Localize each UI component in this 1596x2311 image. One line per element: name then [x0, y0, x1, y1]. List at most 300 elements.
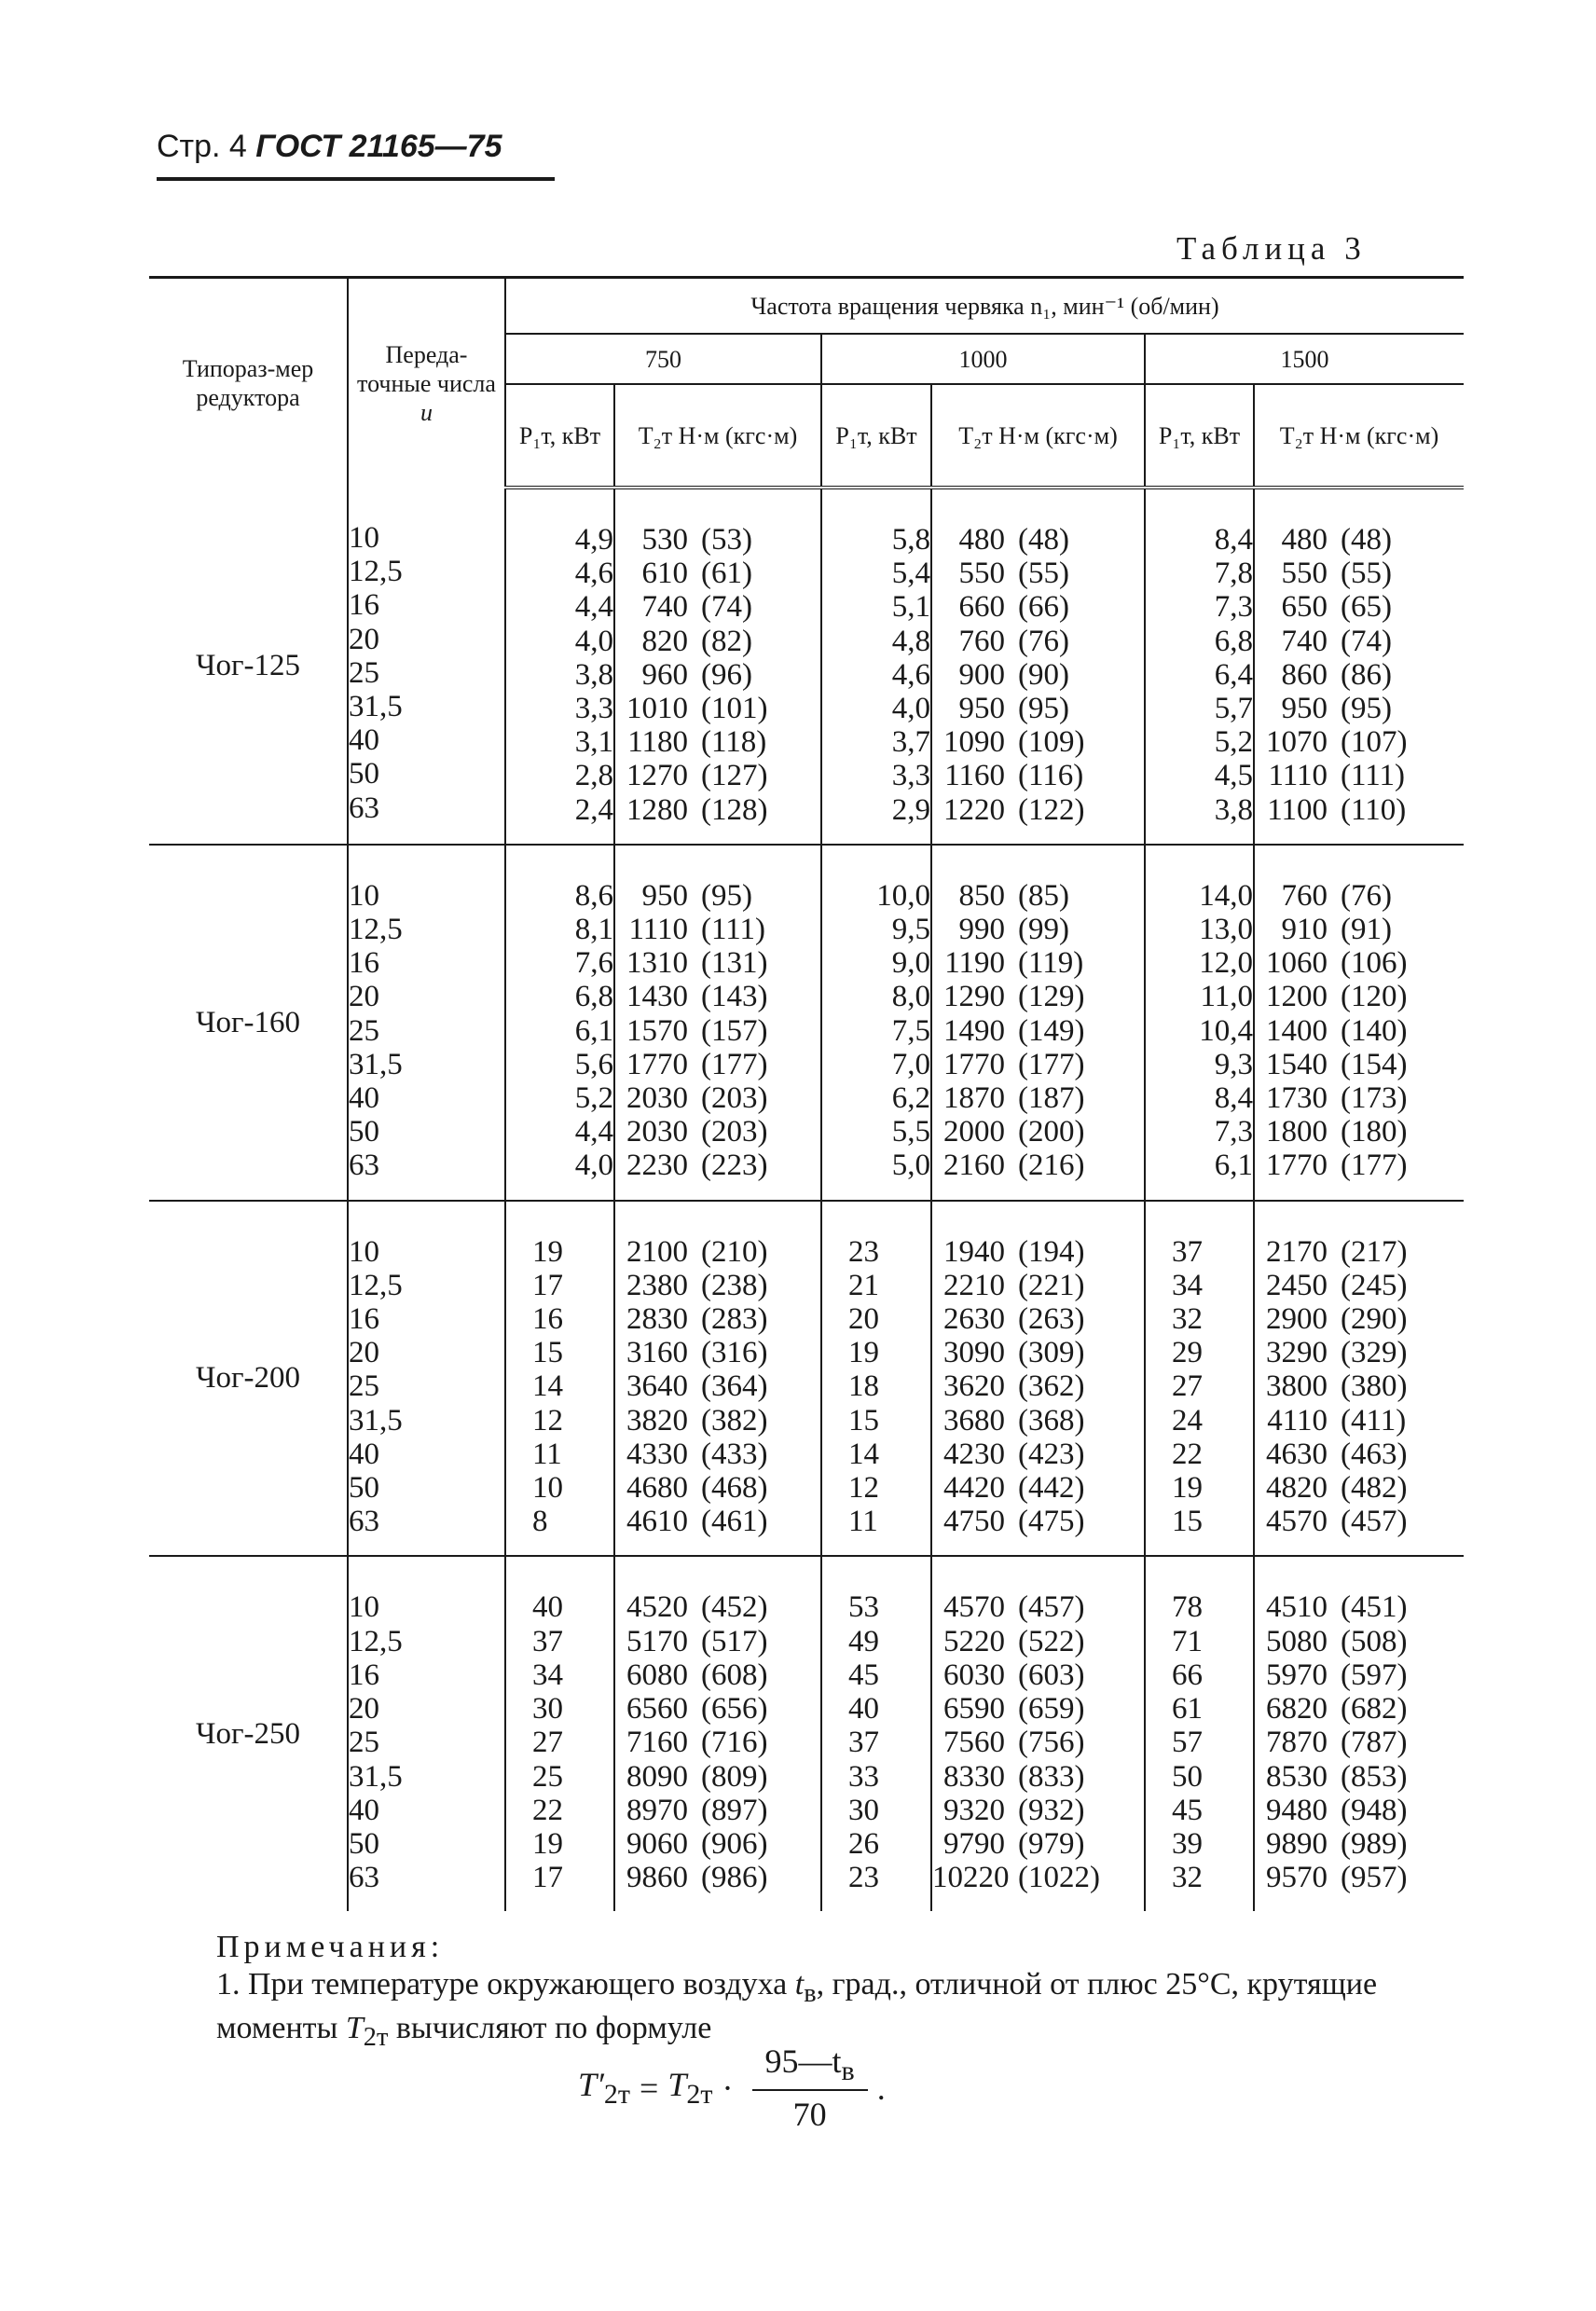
torque-value [615, 793, 820, 827]
torque-nm: 2030 [626, 1115, 688, 1149]
ratio-value: 50 [349, 1115, 379, 1149]
torque-kgfm: (95) [1341, 692, 1392, 726]
power-value: 3,8 [1214, 792, 1253, 827]
power-value: 5,2 [574, 1081, 613, 1116]
torque-value [932, 946, 1144, 980]
torque-nm: 9790 [943, 1826, 1005, 1861]
torque-nm: 1160 [944, 759, 1005, 793]
torque-value [932, 590, 1144, 624]
power-value: 11 [848, 1505, 878, 1539]
torque-nm: 1060 [1266, 946, 1328, 981]
torque-kgfm: (221) [1018, 1268, 1085, 1302]
power-value: 3,7 [891, 725, 930, 760]
torque-kgfm: (177) [1018, 1047, 1085, 1081]
torque-nm: 9480 [1266, 1793, 1328, 1827]
torque-list [1254, 488, 1464, 845]
power-value: 8,4 [1214, 523, 1253, 557]
torque-kgfm: (659) [1018, 1692, 1085, 1726]
note-1: 1. При температуре окружающего воздуха $t_в$, град., отличной от плюс 25°С, крутящие моменты $T_{2т}$ вычисляют по формуле [216, 1967, 1378, 2052]
torque-nm: 740 [641, 590, 688, 625]
torque-value [1255, 1269, 1464, 1302]
power-value: 37 [532, 1624, 563, 1658]
power-value: 18 [848, 1369, 879, 1404]
power-list [1145, 1201, 1254, 1557]
power-value: 5,4 [891, 557, 930, 591]
power-value: 15 [532, 1336, 563, 1370]
torque-value [1255, 759, 1464, 792]
torque-value [932, 980, 1144, 1013]
torque-nm: 900 [958, 657, 1005, 692]
torque-nm: 760 [958, 624, 1005, 658]
power-value: 14 [848, 1437, 879, 1471]
torque-nm: 1290 [943, 980, 1005, 1014]
torque-kgfm: (809) [701, 1759, 768, 1794]
power-value: 21 [848, 1268, 879, 1302]
col-header-ratio: Переда-точные числа u [348, 278, 505, 488]
table-caption: Таблица 3 [1176, 230, 1367, 267]
torque-kgfm: (309) [1018, 1336, 1085, 1370]
torque-nm: 1190 [944, 946, 1005, 981]
torque-kgfm: (131) [701, 946, 768, 981]
torque-kgfm: (716) [701, 1726, 768, 1760]
power-list [505, 488, 614, 845]
torque-nm: 1310 [626, 946, 688, 981]
power-value: 45 [1172, 1793, 1203, 1827]
torque-nm: 2030 [626, 1081, 688, 1116]
torque-value [615, 1081, 820, 1115]
power-list [821, 1201, 931, 1557]
power-value: 14 [532, 1369, 563, 1404]
power-list [505, 845, 614, 1201]
torque-nm: 1280 [626, 792, 688, 827]
torque-kgfm: (96) [701, 657, 752, 692]
torque-value [615, 913, 820, 946]
ratio-value: 40 [349, 1081, 379, 1116]
torque-nm: 7560 [943, 1726, 1005, 1760]
torque-value [615, 879, 820, 913]
torque-kgfm: (140) [1341, 1013, 1408, 1048]
ratio-value: 20 [349, 980, 379, 1014]
ratio-value: 63 [349, 791, 379, 825]
torque-kgfm: (263) [1018, 1302, 1085, 1337]
torque-value [615, 625, 820, 658]
group-row-Чог-160 [149, 845, 1464, 1201]
torque-nm: 5220 [943, 1624, 1005, 1658]
torque-nm: 480 [1281, 523, 1328, 557]
torque-nm: 7870 [1266, 1726, 1328, 1760]
torque-nm: 960 [641, 657, 688, 692]
torque-kgfm: (76) [1341, 878, 1392, 913]
col-header-speed-1000: 1000 [821, 334, 1145, 384]
power-value: 40 [848, 1692, 879, 1726]
ratio-value: 50 [349, 1471, 379, 1506]
torque-nm: 1110 [1268, 759, 1328, 793]
torque-nm: 8330 [943, 1759, 1005, 1794]
ratio-value: 40 [349, 723, 379, 758]
power-value: 40 [532, 1590, 563, 1625]
torque-nm: 1110 [628, 913, 688, 947]
torque-kgfm: (74) [701, 590, 752, 625]
power-value: 6,1 [1214, 1149, 1253, 1183]
power-value: 8 [532, 1505, 548, 1539]
torque-nm: 950 [641, 878, 688, 913]
power-value: 4,8 [891, 624, 930, 658]
torque-value [932, 658, 1144, 692]
torque-nm: 5970 [1266, 1658, 1328, 1692]
torque-kgfm: (457) [1341, 1505, 1408, 1539]
power-value: 6,4 [1214, 657, 1253, 692]
torque-kgfm: (122) [1018, 792, 1085, 827]
power-value: 34 [1172, 1268, 1203, 1302]
col-header-type: Типораз-мер редуктора [149, 278, 348, 488]
torque-nm: 990 [958, 913, 1005, 947]
torque-nm: 9890 [1266, 1826, 1328, 1861]
torque-value [615, 1827, 820, 1861]
torque-kgfm: (897) [701, 1793, 768, 1827]
page-number: Стр. 4 [157, 129, 247, 164]
torque-value [1255, 692, 1464, 725]
torque-value [1255, 946, 1464, 980]
power-value: 6,2 [891, 1081, 930, 1116]
torque-kgfm: (452) [701, 1590, 768, 1625]
torque-kgfm: (86) [1341, 657, 1392, 692]
torque-nm: 3800 [1266, 1369, 1328, 1404]
col-header-power: P₁т, кВт [821, 384, 931, 488]
torque-nm: 2210 [943, 1268, 1005, 1302]
power-list [505, 1556, 614, 1911]
torque-nm: 3620 [943, 1369, 1005, 1404]
torque-kgfm: (200) [1018, 1115, 1085, 1149]
torque-kgfm: (316) [701, 1336, 768, 1370]
power-value: 7,8 [1214, 557, 1253, 591]
torque-kgfm: (106) [1341, 946, 1408, 981]
torque-nm: 1400 [1266, 1013, 1328, 1048]
power-value: 6,8 [1214, 624, 1253, 658]
torque-value [932, 1048, 1144, 1081]
torque-kgfm: (508) [1341, 1624, 1408, 1658]
power-value: 19 [1172, 1471, 1203, 1506]
torque-kgfm: (451) [1341, 1590, 1408, 1625]
torque-value [932, 1726, 1144, 1759]
torque-nm: 4330 [626, 1437, 688, 1471]
ratio-value: 25 [349, 1726, 379, 1760]
power-list [821, 1556, 931, 1911]
power-value: 3,1 [574, 725, 613, 760]
torque-kgfm: (85) [1018, 878, 1069, 913]
power-value: 37 [1172, 1234, 1203, 1269]
power-value: 25 [532, 1759, 563, 1794]
torque-nm: 2100 [626, 1234, 688, 1269]
ratio-value: 16 [349, 1302, 379, 1337]
torque-kgfm: (522) [1018, 1624, 1085, 1658]
torque-kgfm: (177) [701, 1047, 768, 1081]
torque-nm: 1800 [1266, 1115, 1328, 1149]
torque-kgfm: (90) [1018, 657, 1069, 692]
ratio-value: 63 [349, 1149, 379, 1183]
power-value: 4,0 [574, 624, 613, 658]
ratio-value: 20 [349, 1692, 379, 1726]
torque-kgfm: (932) [1018, 1793, 1085, 1827]
torque-kgfm: (119) [1018, 946, 1084, 981]
torque-kgfm: (65) [1341, 590, 1392, 625]
power-value: 7,5 [891, 1013, 930, 1048]
power-value: 9,5 [891, 913, 930, 947]
torque-nm: 480 [958, 523, 1005, 557]
torque-nm: 740 [1281, 624, 1328, 658]
ratio-value: 16 [349, 946, 379, 981]
col-header-torque: T₂т Н·м (кгс·м) [1254, 384, 1464, 488]
torque-value [615, 1590, 820, 1624]
power-value: 6,8 [574, 980, 613, 1014]
power-value: 11,0 [1200, 980, 1253, 1014]
torque-kgfm: (109) [1018, 725, 1085, 760]
torque-value [615, 1149, 820, 1182]
power-value: 33 [848, 1759, 879, 1794]
power-value: 8,0 [891, 980, 930, 1014]
power-list [1145, 488, 1254, 845]
torque-nm: 530 [641, 523, 688, 557]
power-value: 61 [1172, 1692, 1203, 1726]
ratio-list [348, 845, 505, 1201]
torque-value [1255, 1437, 1464, 1471]
torque-nm: 8530 [1266, 1759, 1328, 1794]
torque-nm: 6030 [943, 1658, 1005, 1692]
power-value: 7,3 [1214, 1115, 1253, 1149]
standard-number: ГОСТ 21165—75 [255, 129, 502, 164]
power-value: 11 [532, 1437, 562, 1471]
torque-value [615, 1014, 820, 1048]
torque-kgfm: (948) [1341, 1793, 1408, 1827]
torque-kgfm: (91) [1341, 913, 1392, 947]
torque-nm: 3090 [943, 1336, 1005, 1370]
torque-value [1255, 1115, 1464, 1149]
torque-nm: 10220 [932, 1861, 1010, 1895]
torque-kgfm: (957) [1341, 1861, 1408, 1895]
torque-value [932, 1625, 1144, 1658]
torque-nm: 4520 [626, 1590, 688, 1625]
torque-kgfm: (457) [1018, 1590, 1085, 1625]
torque-kgfm: (128) [701, 792, 768, 827]
torque-nm: 1540 [1266, 1047, 1328, 1081]
power-value: 3,3 [574, 692, 613, 726]
torque-kgfm: (368) [1018, 1403, 1085, 1437]
torque-nm: 1180 [627, 725, 688, 760]
power-value: 57 [1172, 1726, 1203, 1760]
torque-value [1255, 590, 1464, 624]
torque-kgfm: (217) [1341, 1234, 1408, 1269]
ratio-value: 20 [349, 622, 379, 656]
torque-kgfm: (787) [1341, 1726, 1408, 1760]
torque-nm: 550 [1281, 557, 1328, 591]
torque-kgfm: (157) [701, 1013, 768, 1048]
torque-kgfm: (216) [1018, 1149, 1085, 1183]
torque-kgfm: (475) [1018, 1505, 1085, 1539]
power-value: 8,6 [574, 878, 613, 913]
torque-nm: 1220 [943, 792, 1005, 827]
power-value: 50 [1172, 1759, 1203, 1794]
torque-value [932, 793, 1144, 827]
torque-nm: 4630 [1266, 1437, 1328, 1471]
ratio-value: 63 [349, 1505, 379, 1539]
power-value: 26 [848, 1826, 879, 1861]
torque-value [615, 1115, 820, 1149]
torque-kgfm: (111) [1341, 759, 1406, 793]
torque-nm: 1070 [1266, 725, 1328, 760]
col-header-torque: T₂т Н·м (кгс·м) [931, 384, 1145, 488]
ratio-list [348, 488, 505, 845]
torque-kgfm: (603) [1018, 1658, 1085, 1692]
torque-kgfm: (382) [701, 1403, 768, 1437]
torque-nm: 4110 [1267, 1403, 1328, 1437]
power-value: 8,1 [574, 913, 613, 947]
torque-value [1255, 1625, 1464, 1658]
ratio-value: 31,5 [349, 1759, 403, 1794]
power-value: 12 [848, 1471, 879, 1506]
torque-nm: 4510 [1266, 1590, 1328, 1625]
power-value: 7,0 [891, 1047, 930, 1081]
torque-value [932, 1269, 1144, 1302]
torque-value [1255, 1590, 1464, 1624]
torque-value [615, 1658, 820, 1692]
torque-value [932, 913, 1144, 946]
power-value: 20 [848, 1302, 879, 1337]
torque-nm: 3680 [943, 1403, 1005, 1437]
torque-kgfm: (173) [1341, 1081, 1408, 1116]
power-value: 9,3 [1214, 1047, 1253, 1081]
torque-kgfm: (76) [1018, 624, 1069, 658]
reducer-type: Чог-250 [149, 1556, 348, 1911]
power-value: 22 [532, 1793, 563, 1827]
power-value: 19 [848, 1336, 879, 1370]
torque-value [932, 1149, 1144, 1182]
torque-value [615, 1369, 820, 1403]
ratio-list [348, 1556, 505, 1911]
ratio-value: 12,5 [349, 1268, 403, 1302]
torque-value [1255, 1048, 1464, 1081]
torque-value [1255, 1235, 1464, 1269]
power-list [505, 1201, 614, 1557]
page-header [157, 129, 502, 165]
torque-nm: 5080 [1266, 1624, 1328, 1658]
torque-nm: 1570 [626, 1013, 688, 1048]
torque-value [932, 1404, 1144, 1437]
torque-nm: 3640 [626, 1369, 688, 1404]
torque-list [931, 1201, 1145, 1557]
power-value: 24 [1172, 1403, 1203, 1437]
power-value: 17 [532, 1861, 563, 1895]
power-value: 4,0 [891, 692, 930, 726]
power-value: 5,8 [891, 523, 930, 557]
power-value: 6,1 [574, 1013, 613, 1048]
power-value: 5,7 [1214, 692, 1253, 726]
torque-nm: 910 [1281, 913, 1328, 947]
group-row-Чог-200 [149, 1201, 1464, 1557]
power-value: 10,4 [1199, 1013, 1253, 1048]
torque-value [1255, 1760, 1464, 1794]
torque-value [1255, 725, 1464, 759]
power-value: 2,8 [574, 759, 613, 793]
torque-kgfm: (853) [1341, 1759, 1408, 1794]
reducer-type: Чог-160 [149, 845, 348, 1201]
torque-kgfm: (756) [1018, 1726, 1085, 1760]
power-value: 30 [848, 1793, 879, 1827]
torque-list [931, 1556, 1145, 1911]
torque-kgfm: (154) [1341, 1047, 1408, 1081]
torque-nm: 6590 [943, 1692, 1005, 1726]
torque-kgfm: (468) [701, 1471, 768, 1506]
power-value: 12 [532, 1403, 563, 1437]
col-header-frequency: Частота вращения червяка n₁, мин⁻¹ (об/мин) [505, 278, 1464, 335]
torque-kgfm: (380) [1341, 1369, 1408, 1404]
ratio-value: 63 [349, 1861, 379, 1895]
power-value: 7,6 [574, 946, 613, 981]
torque-value [615, 1404, 820, 1437]
torque-nm: 3290 [1266, 1336, 1328, 1370]
torque-nm: 760 [1281, 878, 1328, 913]
header-rule [157, 177, 555, 181]
power-list [1145, 1556, 1254, 1911]
ratio-value: 16 [349, 1658, 379, 1692]
torque-kgfm: (74) [1341, 624, 1392, 658]
power-value: 10,0 [876, 878, 930, 913]
power-value: 16 [532, 1302, 563, 1337]
torque-value [615, 1505, 820, 1538]
torque-value [1255, 1471, 1464, 1505]
power-value: 5,1 [891, 590, 930, 625]
torque-kgfm: (177) [1341, 1149, 1408, 1183]
power-value: 23 [848, 1234, 879, 1269]
torque-value [1255, 1149, 1464, 1182]
power-value: 45 [848, 1658, 879, 1692]
torque-nm: 9060 [626, 1826, 688, 1861]
torque-nm: 2170 [1266, 1234, 1328, 1269]
torque-value [1255, 1827, 1464, 1861]
torque-nm: 6080 [626, 1658, 688, 1692]
ratio-value: 40 [349, 1437, 379, 1471]
torque-value [615, 1302, 820, 1336]
torque-nm: 4610 [626, 1505, 688, 1539]
torque-kgfm: (238) [701, 1268, 768, 1302]
torque-value [932, 625, 1144, 658]
torque-nm: 2160 [943, 1149, 1005, 1183]
torque-kgfm: (127) [701, 759, 768, 793]
ratio-value: 25 [349, 1013, 379, 1048]
col-header-power: P₁т, кВт [505, 384, 614, 488]
torque-kgfm: (149) [1018, 1013, 1085, 1048]
torque-nm: 6820 [1266, 1692, 1328, 1726]
torque-value [615, 1625, 820, 1658]
torque-nm: 3160 [626, 1336, 688, 1370]
power-value: 14,0 [1199, 878, 1253, 913]
torque-kgfm: (48) [1018, 523, 1069, 557]
torque-nm: 8090 [626, 1759, 688, 1794]
power-value: 71 [1172, 1624, 1203, 1658]
ratio-list [348, 1201, 505, 1557]
torque-list [1254, 845, 1464, 1201]
power-list [821, 488, 931, 845]
torque-nm: 2230 [626, 1149, 688, 1183]
power-value: 4,9 [574, 523, 613, 557]
torque-value [615, 658, 820, 692]
torque-kgfm: (423) [1018, 1437, 1085, 1471]
col-header-speed-750: 750 [505, 334, 821, 384]
torque-nm: 860 [1281, 657, 1328, 692]
torque-value [1255, 1081, 1464, 1115]
torque-kgfm: (433) [701, 1437, 768, 1471]
ratio-value: 10 [349, 878, 379, 913]
ratio-value: 25 [349, 1369, 379, 1404]
torque-value [615, 759, 820, 792]
